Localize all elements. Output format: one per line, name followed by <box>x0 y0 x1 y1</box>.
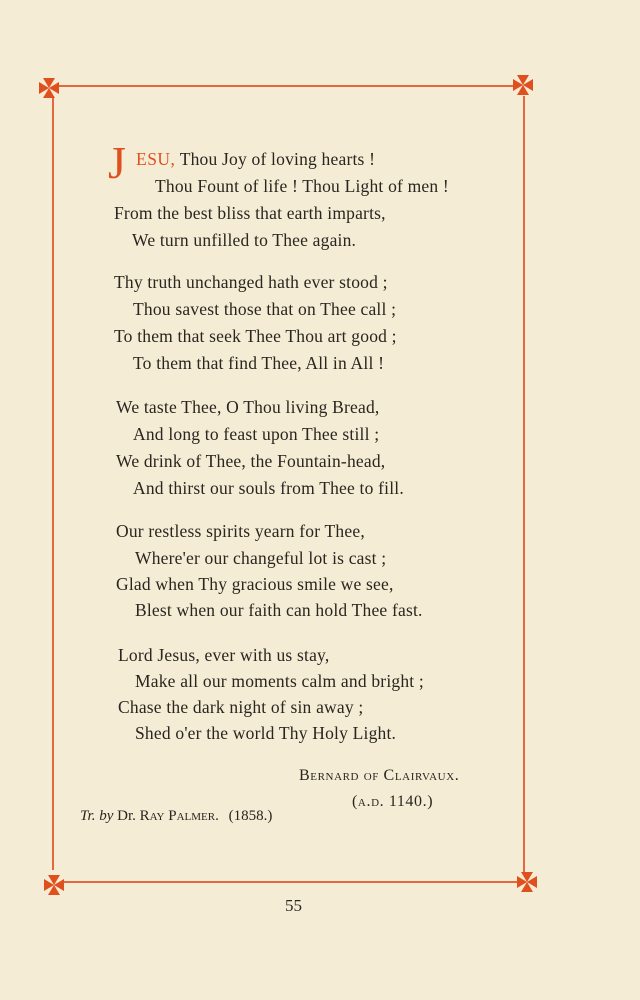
poem-line: Make all our moments calm and bright ; <box>135 671 424 691</box>
poem-line: Chase the dark night of sin away ; <box>118 697 364 717</box>
poem-line: Thou savest those that on Thee call ; <box>133 299 397 319</box>
poem-line: Lord Jesus, ever with us stay, <box>118 645 330 665</box>
drop-cap-initial: J <box>108 137 126 188</box>
translator-name: Ray Palmer. <box>139 808 219 824</box>
poem-line: And thirst our souls from Thee to fill. <box>133 478 404 498</box>
page-number: 55 <box>285 896 302 915</box>
poem-line: Thy truth unchanged hath ever stood ; <box>114 272 388 292</box>
translator-title: Dr. <box>117 808 136 824</box>
frame-right-border <box>523 96 525 872</box>
maltese-cross-icon <box>516 871 538 893</box>
poem-line: Where'er our changeful lot is cast ; <box>135 548 387 568</box>
translator-credit <box>80 808 272 825</box>
poem-line: And long to feast upon Thee still ; <box>133 424 380 444</box>
poem-line <box>136 149 375 170</box>
maltese-cross-icon <box>512 74 534 96</box>
poem-line: Our restless spirits yearn for Thee, <box>116 521 365 541</box>
poem-line: We taste Thee, O Thou living Bread, <box>116 397 380 417</box>
translator-prefix: Tr. by <box>80 808 114 824</box>
maltese-cross-icon <box>38 77 60 99</box>
first-word-rest: ESU, <box>136 149 176 169</box>
maltese-cross-icon <box>43 874 65 896</box>
poem-line: To them that seek Thee Thou art good ; <box>114 326 397 346</box>
frame-bottom-border <box>64 881 520 883</box>
frame-top-border <box>58 85 516 87</box>
poem-line: We drink of Thee, the Fountain-head, <box>116 451 386 471</box>
poem-line: Blest when our faith can hold Thee fast. <box>135 600 423 620</box>
poem-line: Glad when Thy gracious smile we see, <box>116 574 394 594</box>
frame-left-border <box>52 98 54 870</box>
author-date: (a.d. 1140.) <box>352 793 434 810</box>
poem-line: Shed o'er the world Thy Holy Light. <box>135 723 397 743</box>
poem-line: To them that find Thee, All in All ! <box>133 353 385 373</box>
translator-year: (1858.) <box>228 808 273 824</box>
author-attribution: Bernard of Clairvaux. <box>299 767 460 784</box>
poem-line: From the best bliss that earth imparts, <box>114 203 386 223</box>
poem-line: We turn unfilled to Thee again. <box>132 230 357 250</box>
poem-line-text: Thou Joy of loving hearts ! <box>179 149 376 169</box>
poem-line: Thou Fount of life ! Thou Light of men ! <box>155 176 449 196</box>
